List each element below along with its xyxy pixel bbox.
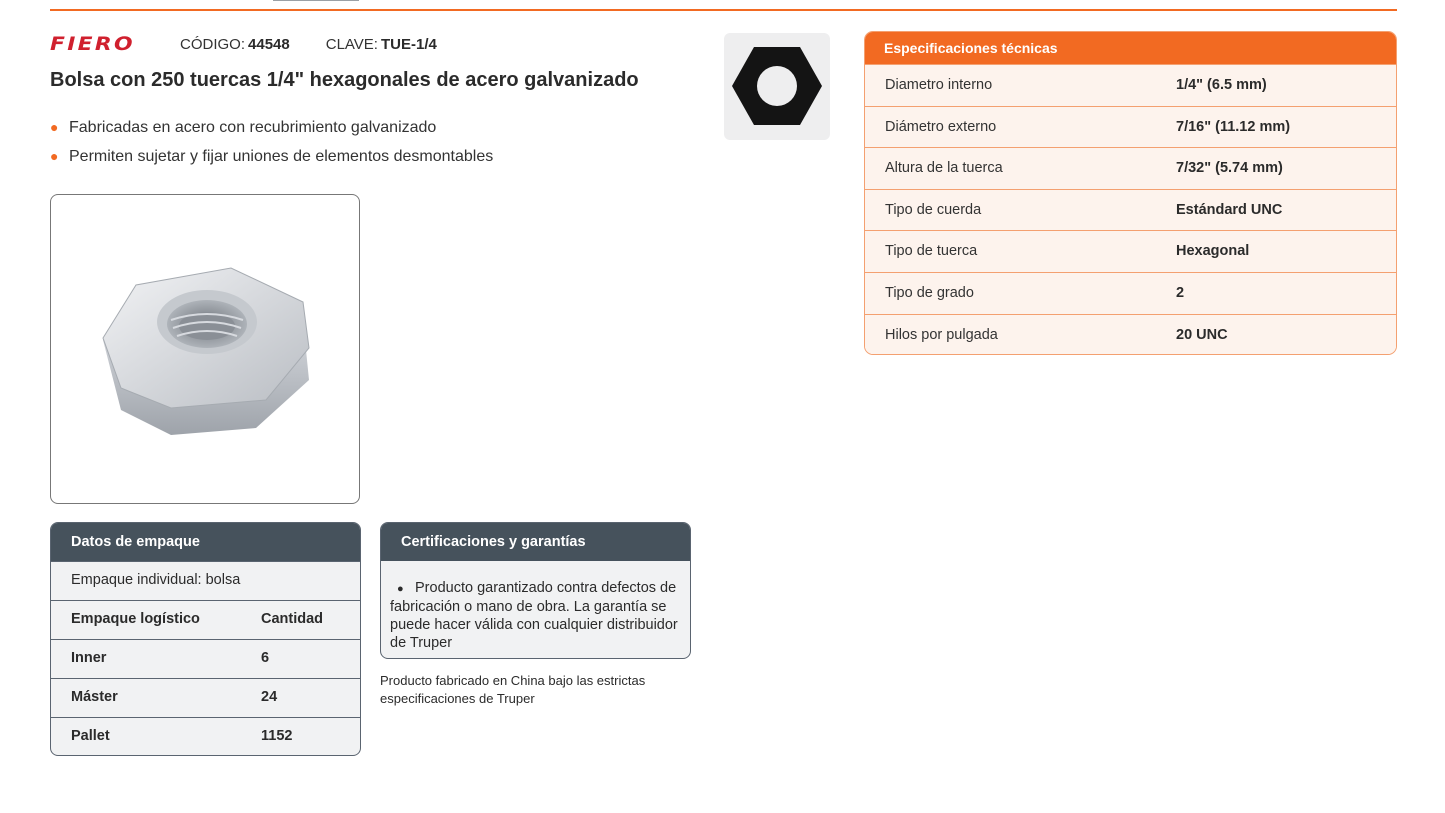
certifications-title: Certificaciones y garantías (381, 523, 690, 561)
packaging-col2-header: Cantidad (261, 611, 324, 627)
clave-label: CLAVE: (325, 35, 378, 53)
packaging-row (51, 678, 360, 717)
origin-note: Producto fabricado en China bajo las estrictas especificaciones de Truper (380, 673, 646, 706)
feature-text: Fabricadas en acero con recubrimiento galvanizado (69, 119, 437, 136)
packaging-header-row (51, 600, 360, 639)
spec-label: Diámetro externo (885, 118, 997, 135)
packaging-name: Máster (71, 689, 118, 705)
spec-label: Tipo de tuerca (885, 243, 978, 260)
packaging-individual-row (51, 561, 360, 600)
feature-text: Permiten sujetar y fijar uniones de elementos desmontables (69, 148, 494, 165)
specs-panel (864, 31, 1397, 355)
packaging-name: Pallet (71, 728, 110, 744)
packaging-title: Datos de empaque (51, 523, 360, 561)
spec-label: Tipo de grado (885, 284, 974, 301)
spec-value: Estándard UNC (1176, 201, 1283, 218)
galvanized-nut-image (91, 250, 321, 450)
packaging-qty: 1152 (261, 728, 293, 744)
spec-row (865, 272, 1396, 314)
spec-value: 1/4" (6.5 mm) (1176, 77, 1267, 93)
feature-item (50, 142, 493, 171)
feature-item (50, 113, 493, 142)
spec-row (865, 147, 1396, 189)
brand-logo: FIERO (50, 33, 135, 55)
packaging-name: Inner (71, 650, 107, 666)
spec-value: 2 (1176, 284, 1185, 301)
spec-row (865, 230, 1396, 272)
spec-label: Diametro interno (885, 77, 993, 93)
code-value: 44548 (248, 35, 290, 53)
spec-row (865, 189, 1396, 231)
spec-value: 20 UNC (1176, 326, 1228, 343)
packaging-qty: 6 (261, 650, 270, 666)
bullet-dot-icon: ● (50, 119, 59, 135)
spec-row (865, 64, 1396, 106)
feature-list (50, 113, 493, 171)
packaging-row (51, 717, 360, 756)
spec-row (865, 314, 1396, 355)
product-header (50, 33, 437, 55)
packaging-col1-header: Empaque logístico (71, 611, 200, 627)
certifications-panel (380, 522, 691, 659)
spec-value: 7/32" (5.74 mm) (1176, 160, 1283, 177)
top-divider (50, 9, 1397, 11)
spec-value: Hexagonal (1176, 243, 1250, 260)
spec-value: 7/16" (11.12 mm) (1176, 118, 1291, 135)
certifications-body (381, 561, 690, 652)
hexagon-nut-icon (731, 45, 823, 127)
specs-title: Especificaciones técnicas (865, 32, 1396, 64)
code-label: CÓDIGO: (180, 35, 246, 53)
top-tab-marker (273, 0, 359, 1)
hexagon-nut-icon-tile (724, 33, 830, 140)
bullet-dot-icon: ● (397, 583, 404, 595)
warranty-text: Producto garantizado contra defectos de fabricación o mano de obra. La garantía se puede hacer válida con cualquier distribuidor de Truper (390, 580, 678, 651)
spec-row (865, 106, 1396, 148)
packaging-individual: Empaque individual: bolsa (71, 572, 241, 588)
spec-label: Tipo de cuerda (885, 201, 982, 218)
packaging-row (51, 639, 360, 678)
spec-label: Hilos por pulgada (885, 326, 998, 343)
packaging-qty: 24 (261, 689, 278, 705)
product-title: Bolsa con 250 tuercas 1/4" hexagonales de acero galvanizado (50, 69, 639, 91)
clave-value: TUE-1/4 (380, 35, 437, 53)
spec-label: Altura de la tuerca (885, 160, 1003, 177)
bullet-dot-icon: ● (50, 148, 59, 164)
product-image (50, 194, 360, 504)
packaging-panel (50, 522, 361, 756)
